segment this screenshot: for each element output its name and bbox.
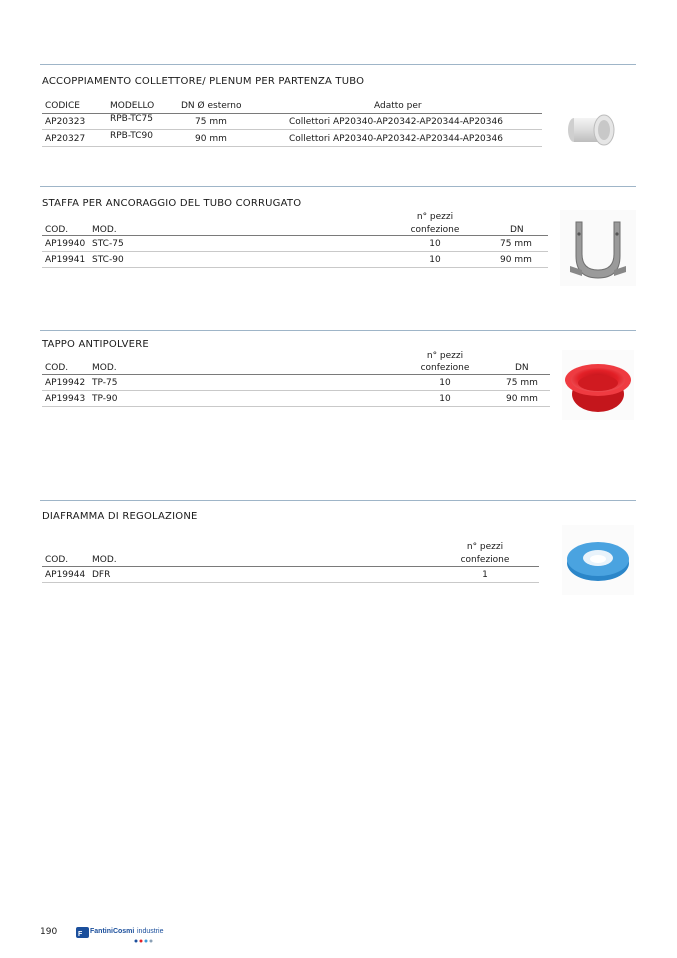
section-title: ACCOPPIAMENTO COLLETTORE/ PLENUM PER PARTENZA TUBO <box>42 76 365 87</box>
company-logo <box>76 926 166 944</box>
column-header: DN <box>510 225 524 235</box>
column-header: CODICE <box>45 101 80 111</box>
column-header: MOD. <box>92 363 117 373</box>
column-header: n° pezzi <box>416 212 454 222</box>
table-rule <box>42 146 542 147</box>
table-cell: AP20327 <box>45 134 86 144</box>
table-cell: 75 mm <box>195 117 227 127</box>
table-cell: 90 mm <box>195 134 227 144</box>
table-cell: 10 <box>439 378 451 388</box>
table-cell: 10 <box>429 255 441 265</box>
table-cell: DFR <box>92 570 111 580</box>
column-header: confezione <box>420 363 470 373</box>
table-cell: 90 mm <box>500 255 532 265</box>
table-rule <box>42 374 550 375</box>
plenum-coupling-image <box>560 104 624 156</box>
table-rule <box>42 582 539 583</box>
table-rule <box>42 129 542 130</box>
table-cell: TP-75 <box>92 378 118 388</box>
column-header: MOD. <box>92 555 117 565</box>
column-header: COD. <box>45 225 69 235</box>
column-header: DN <box>515 363 529 373</box>
table-cell: TP-90 <box>92 394 118 404</box>
table-rule <box>42 235 548 236</box>
section-divider <box>40 64 636 65</box>
table-rule <box>42 566 539 567</box>
table-cell: AP19941 <box>45 255 86 265</box>
table-cell: 75 mm <box>500 239 532 249</box>
column-header: MOD. <box>92 225 117 235</box>
table-cell: AP19940 <box>45 239 86 249</box>
table-cell: Collettori AP20340-AP20342-AP20344-AP20346 <box>289 134 503 144</box>
bracket-image <box>560 210 636 286</box>
page-number: 190 <box>40 927 58 937</box>
section-divider <box>40 500 636 501</box>
column-header: DN Ø esterno <box>181 101 242 111</box>
section-title: TAPPO ANTIPOLVERE <box>42 339 149 350</box>
table-cell: RPB-TC90 <box>110 131 153 141</box>
table-rule <box>42 251 548 252</box>
table-cell: 10 <box>439 394 451 404</box>
table-cell: 90 mm <box>506 394 538 404</box>
table-cell: 75 mm <box>506 378 538 388</box>
table-cell: Collettori AP20340-AP20342-AP20344-AP20346 <box>289 117 503 127</box>
column-header: MODELLO <box>110 101 155 111</box>
column-header: COD. <box>45 363 69 373</box>
table-cell: AP19944 <box>45 570 86 580</box>
table-cell: STC-75 <box>92 239 124 249</box>
section-title: DIAFRAMMA DI REGOLAZIONE <box>42 511 198 522</box>
svg-text:F: F <box>78 931 83 938</box>
table-cell: RPB-TC75 <box>110 114 153 124</box>
column-header: confezione <box>410 225 460 235</box>
table-cell: AP19943 <box>45 394 86 404</box>
column-header: n° pezzi <box>466 542 504 552</box>
section-title: STAFFA PER ANCORAGGIO DEL TUBO CORRUGATO <box>42 198 302 209</box>
table-rule <box>42 267 548 268</box>
column-header: COD. <box>45 555 69 565</box>
logo-text-suffix: industrie <box>137 928 164 935</box>
column-header: n° pezzi <box>426 351 464 361</box>
dust-cap-image <box>562 350 634 420</box>
diaphragm-image <box>562 525 634 595</box>
table-cell: 10 <box>429 239 441 249</box>
column-header: confezione <box>460 555 510 565</box>
table-cell: STC-90 <box>92 255 124 265</box>
table-rule <box>42 390 550 391</box>
table-cell: 1 <box>482 570 488 580</box>
table-cell: AP19942 <box>45 378 86 388</box>
column-header: Adatto per <box>374 101 422 111</box>
section-divider <box>40 186 636 187</box>
section-divider <box>40 330 636 331</box>
logo-text-brand: FantiniCosmi <box>90 928 135 935</box>
table-rule <box>42 406 550 407</box>
table-cell: AP20323 <box>45 117 86 127</box>
